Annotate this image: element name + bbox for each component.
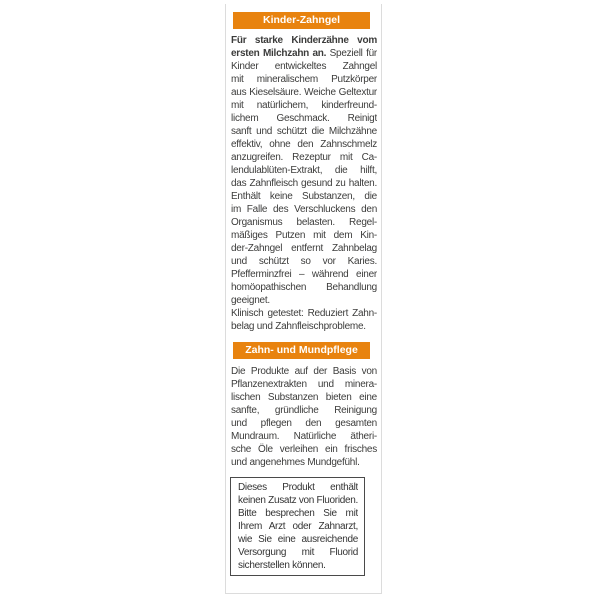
text-line: homöopathischen Behandlung	[231, 282, 377, 293]
text-line: Für starke Kinderzähne vom	[231, 35, 377, 46]
section-body-kinder-zahngel	[231, 34, 377, 333]
text-line: sicherstellen können.	[238, 560, 326, 571]
text-line: effektiv, ohne den Zahnschmelz	[231, 139, 377, 150]
section-header-zahn-und-mundpflege: Zahn- und Mundpflege	[233, 342, 370, 359]
panel-content	[231, 0, 377, 600]
text-line: Ihrem Arzt oder Zahnarzt,	[238, 521, 358, 532]
text-line: sanfte, gründliche Reinigung	[231, 405, 377, 416]
text-line: anzugreifen. Rezeptur mit Ca-	[231, 152, 377, 163]
text-line: mit natürlichem, kinderfreund-	[231, 100, 377, 111]
fluoride-notice-box	[230, 477, 365, 576]
text-line: lendulablüten-Extrakt, die hilft,	[231, 165, 377, 176]
text-line: Die Produkte auf der Basis von	[231, 366, 377, 377]
text-line: geeignet.	[231, 295, 270, 306]
text-line: lichem Geschmack. Reinigt	[231, 113, 377, 124]
text-line: Organismus belasten. Regel-	[231, 217, 377, 228]
text-line: ersten Milchzahn an. Speziell für	[231, 48, 377, 59]
section-header-kinder-zahngel: Kinder-Zahngel	[233, 12, 370, 29]
text-line: belag und Zahnfleischprobleme.	[231, 321, 366, 332]
text-line: mäßiges Putzen mit dem Kin-	[231, 230, 377, 241]
panel-edge-right	[381, 4, 382, 593]
text-line: wie Sie eine ausreichende	[238, 534, 358, 545]
text-line: und schützt so vor Karies.	[231, 256, 377, 267]
text-line: keinen Zusatz von Fluoriden.	[238, 495, 358, 506]
text-line: Klinisch getestet: Reduziert Zahn-	[231, 308, 377, 319]
text-line: das Zahnfleisch gesund zu halten.	[231, 178, 377, 189]
text-line: sanft und schützt die Milchzähne	[231, 126, 377, 137]
text-line: Kinder entwickeltes Zahngel	[231, 61, 377, 72]
panel-edge-left	[225, 4, 226, 593]
fluoride-notice-text	[238, 481, 358, 572]
text-line: Enthält keine Substanzen, die	[231, 191, 377, 202]
text-line: Mundraum. Natürliche ätheri-	[231, 431, 377, 442]
text-line: im Falle des Verschluckens den	[231, 204, 377, 215]
text-line: mit mineralischem Putzkörper	[231, 74, 377, 85]
text-line: der-Zahngel entfernt Zahnbelag	[231, 243, 377, 254]
text-line: Bitte besprechen Sie mit	[238, 508, 358, 519]
text-line: Pfefferminzfrei – während einer	[231, 269, 377, 280]
text-line: Dieses Produkt enthält	[238, 482, 358, 493]
text-line: aus Kieselsäure. Weiche Geltextur	[231, 87, 377, 98]
text-line: und pflegen den gesamten	[231, 418, 377, 429]
text-line: und angenehmes Mundgefühl.	[231, 457, 360, 468]
text-line: Pflanzenextrakten und minera-	[231, 379, 377, 390]
text-line: sche Öle verleihen ein frisches	[231, 444, 377, 455]
text-line: Versorgung mit Fluorid	[238, 547, 358, 558]
section-body-zahn-und-mundpflege	[231, 365, 377, 469]
text-line: lischen Substanzen bieten eine	[231, 392, 377, 403]
